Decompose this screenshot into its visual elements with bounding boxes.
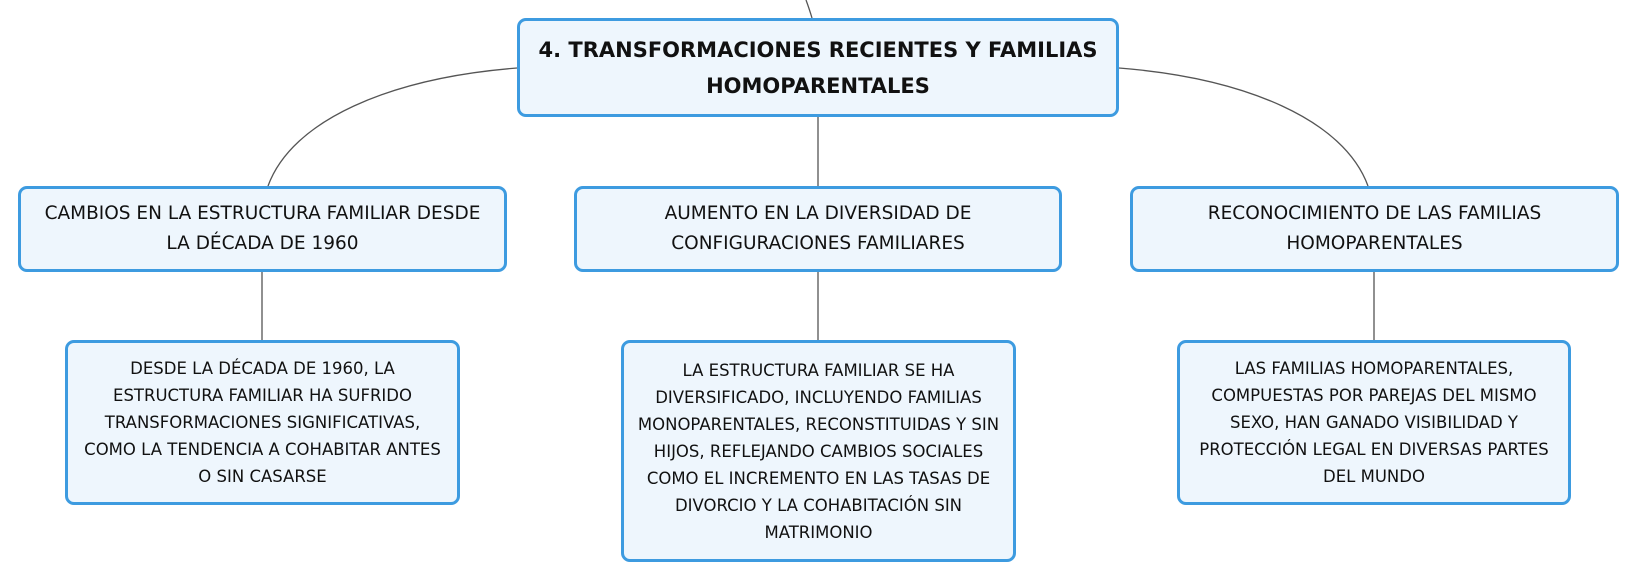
branch-node-reconocimiento-homoparentales[interactable] <box>1130 186 1619 272</box>
detail-node-diversidad-configuraciones[interactable] <box>621 340 1016 562</box>
detail-node-reconocimiento-homoparentales[interactable] <box>1177 340 1571 505</box>
root-topic-text: 4. TRANSFORMACIONES RECIENTES Y FAMILIAS HOMOPARENTALES <box>538 37 1098 98</box>
connector-root-to-right <box>1119 68 1368 186</box>
branch-node-cambios-estructura[interactable] <box>18 186 507 272</box>
root-topic-node[interactable] <box>517 18 1119 117</box>
detail-text-cambios-estructura: DESDE LA DÉCADA DE 1960, LA ESTRUCTURA FAMILIAR HA SUFRIDO TRANSFORMACIONES SIGNIFICATIVAS, COMO LA TENDENCIA A COHABITAR ANTES O SIN CASARSE <box>84 359 441 486</box>
detail-text-reconocimiento-homoparentales: LAS FAMILIAS HOMOPARENTALES, COMPUESTAS POR PAREJAS DEL MISMO SEXO, HAN GANADO VISIBILIDAD Y PROTECCIÓN LEGAL EN DIVERSAS PARTES DEL MUNDO <box>1199 359 1549 486</box>
branch-text-cambios-estructura: CAMBIOS EN LA ESTRUCTURA FAMILIAR DESDE LA DÉCADA DE 1960 <box>44 203 481 254</box>
branch-node-diversidad-configuraciones[interactable] <box>574 186 1062 272</box>
branch-text-reconocimiento-homoparentales: RECONOCIMIENTO DE LAS FAMILIAS HOMOPARENTALES <box>1207 203 1542 254</box>
branch-text-diversidad-configuraciones: AUMENTO EN LA DIVERSIDAD DE CONFIGURACIONES FAMILIARES <box>664 203 972 254</box>
connector-from-parent <box>806 0 812 18</box>
detail-node-cambios-estructura[interactable] <box>65 340 460 505</box>
detail-text-diversidad-configuraciones: LA ESTRUCTURA FAMILIAR SE HA DIVERSIFICADO, INCLUYENDO FAMILIAS MONOPARENTALES, RECONSTITUIDAS Y SIN HIJOS, REFLEJANDO CAMBIOS SOCIALES COMO EL INCREMENTO EN LAS TASAS DE DIVORCIO Y LA COHABITACIÓN SIN MATRIMONIO <box>637 360 1000 542</box>
connector-root-to-left <box>268 68 517 186</box>
